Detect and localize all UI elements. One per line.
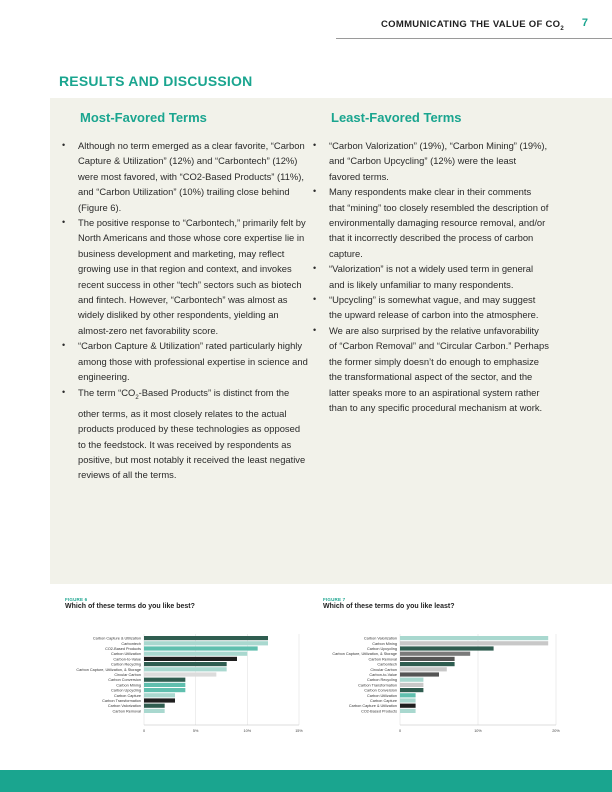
category-label: Carbon Utilization: [111, 652, 141, 657]
bar: [400, 693, 416, 697]
category-label: Carbon Transformation: [358, 683, 397, 688]
category-label: Carbon Capture & Utilization: [92, 636, 141, 641]
category-label: Carbon Upcycling: [367, 647, 397, 651]
bar: [144, 693, 175, 697]
bar: [400, 667, 447, 671]
category-label: Carbon Removal: [112, 709, 141, 714]
bar: [400, 704, 416, 708]
bar: [144, 646, 258, 650]
footer-band: [0, 770, 612, 792]
bar: [144, 683, 185, 687]
bar: [400, 698, 416, 702]
category-label: Carbon Transformation: [102, 699, 141, 703]
bar: [400, 636, 548, 640]
category-label: Carbon Removal: [368, 657, 397, 662]
page-number: 7: [581, 17, 588, 29]
category-label: Carbon Upcycling: [111, 688, 141, 693]
category-label: Carbontech: [377, 662, 397, 667]
bar: [144, 704, 165, 708]
category-label: Carbon Capture: [113, 693, 141, 698]
bar: [144, 678, 185, 682]
category-label: Carbon-to-Value: [113, 657, 141, 662]
list-item: • The positive response to “Carbontech,” primarily felt by North Americans and those whose core expertise lie in business development and marketing, may reflect growing use in that region and context, and invokes recent success in other “tech” sectors such as biotech and fintech. However, “Carbontech” was almost as widely disliked by other respondents, yielding an almost-zero net favorability score.: [62, 215, 308, 338]
figure-6-label: FIGURE 6: [65, 597, 88, 602]
bar: [400, 652, 470, 656]
category-label: CO2-Based Products: [105, 647, 141, 651]
category-label: Carbon Valorization: [363, 636, 397, 641]
category-label: Carbon Recycling: [367, 678, 397, 683]
bar: [144, 672, 216, 676]
bar: [400, 678, 423, 682]
list-item: • “Upcycling” is somewhat vague, and may suggest the upward release of carbon into the atmosphere.: [313, 292, 549, 323]
bar: [400, 641, 548, 645]
tick-label: 10%: [474, 729, 482, 733]
tick-label: 20%: [552, 729, 560, 733]
list-item: • We are also surprised by the relative unfavorability of “Carbon Removal” and “Circular Carbon.” Perhaps the former simply doesn’t do enough to emphasize the transformational aspect of the sector, and the latter speaks more to an aspirational system rather than to any specific procedural mechanism at work.: [313, 323, 549, 415]
list-item: • “Valorization” is not a widely used term in general and is likely unfamiliar to many respondents.: [313, 261, 549, 292]
list-item: • Many respondents make clear in their comments that “mining” too closely resembled the description of environmentally damaging resource removal, and/or that it incorrectly described the process of carbon capture.: [313, 184, 549, 261]
category-label: Carbon Utilization: [367, 693, 397, 698]
least-favored-heading: Least-Favored Terms: [331, 110, 462, 125]
category-label: Carbon Mining: [372, 641, 397, 646]
bar: [144, 641, 268, 645]
tick-label: 0: [142, 729, 146, 733]
category-label: Carbon-to-Value: [369, 673, 397, 677]
most-favored-heading: Most-Favored Terms: [80, 110, 207, 125]
list-item: • Although no term emerged as a clear favorite, “Carbon Capture & Utilization” (12%) and “Carbontech” (12%) were most favored, with “CO2-Based Products” (11%), and “Carbon Utilization” (10%) trailing close behind (Figure 6).: [62, 138, 308, 215]
bar: [400, 683, 423, 687]
bar: [144, 698, 175, 702]
bar: [400, 657, 455, 661]
bar: [400, 688, 423, 692]
tick-label: 5%: [192, 729, 199, 733]
tick-label: 15%: [295, 729, 303, 733]
most-favored-list: [62, 138, 308, 483]
bar: [144, 662, 227, 666]
bar: [144, 652, 247, 656]
category-label: Carbon Capture & Utilization: [348, 704, 397, 709]
page-header: [0, 0, 612, 46]
tick-label: 10%: [243, 729, 252, 733]
category-label: Carbon Mining: [116, 683, 141, 688]
category-label: Carbon Capture, Utilization, & Storage: [76, 667, 141, 672]
figure-7-chart: [318, 625, 578, 740]
category-label: Circular Carbon: [114, 673, 141, 677]
bar: [144, 709, 165, 713]
category-label: Carbon Conversion: [108, 678, 141, 683]
figure-6-title: Which of these terms do you like best?: [65, 603, 195, 610]
bar: [144, 657, 237, 661]
bar: [400, 709, 416, 713]
bar: [400, 646, 494, 650]
list-item: • The term “$CO_2$-Based Products” is distinct from the other terms, as it most closely relates to the actual products produced by these technologies as opposed to the feedstock. It was received by respondents as positive, but most notably it received the least negative reviews of all the terms.: [62, 385, 308, 483]
figure-7-label: FIGURE 7: [323, 597, 346, 602]
list-item: • “Carbon Valorization” (19%), “Carbon Mining” (19%), and “Carbon Upcycling” (12%) were the least favored terms.: [313, 138, 549, 184]
section-title: RESULTS AND DISCUSSION: [59, 73, 253, 89]
bar: [144, 667, 227, 671]
running-title: COMMUNICATING THE VALUE OF $CO_2$: [381, 19, 564, 32]
category-label: Carbontech: [121, 641, 141, 646]
bar: [144, 636, 268, 640]
bar: [400, 672, 439, 676]
category-label: Carbon Capture: [369, 699, 397, 703]
bar: [144, 688, 185, 692]
category-label: Carbon Recycling: [111, 662, 141, 667]
category-label: Carbon Capture, Utilization, & Storage: [332, 652, 397, 657]
category-label: Carbon Valorization: [107, 704, 141, 709]
header-rule: [336, 38, 612, 39]
figure-7-title: Which of these terms do you like least?: [323, 603, 455, 610]
list-item: • “Carbon Capture & Utilization” rated particularly highly among those with professional expertise in science and engineering.: [62, 338, 308, 384]
category-label: CO2-Based Products: [361, 709, 397, 714]
figure-6-chart: [60, 625, 310, 740]
bar: [400, 662, 455, 666]
category-label: Circular Carbon: [370, 667, 397, 672]
least-favored-list: [313, 138, 549, 415]
category-label: Carbon Conversion: [364, 688, 397, 693]
tick-label: 0: [398, 729, 402, 733]
